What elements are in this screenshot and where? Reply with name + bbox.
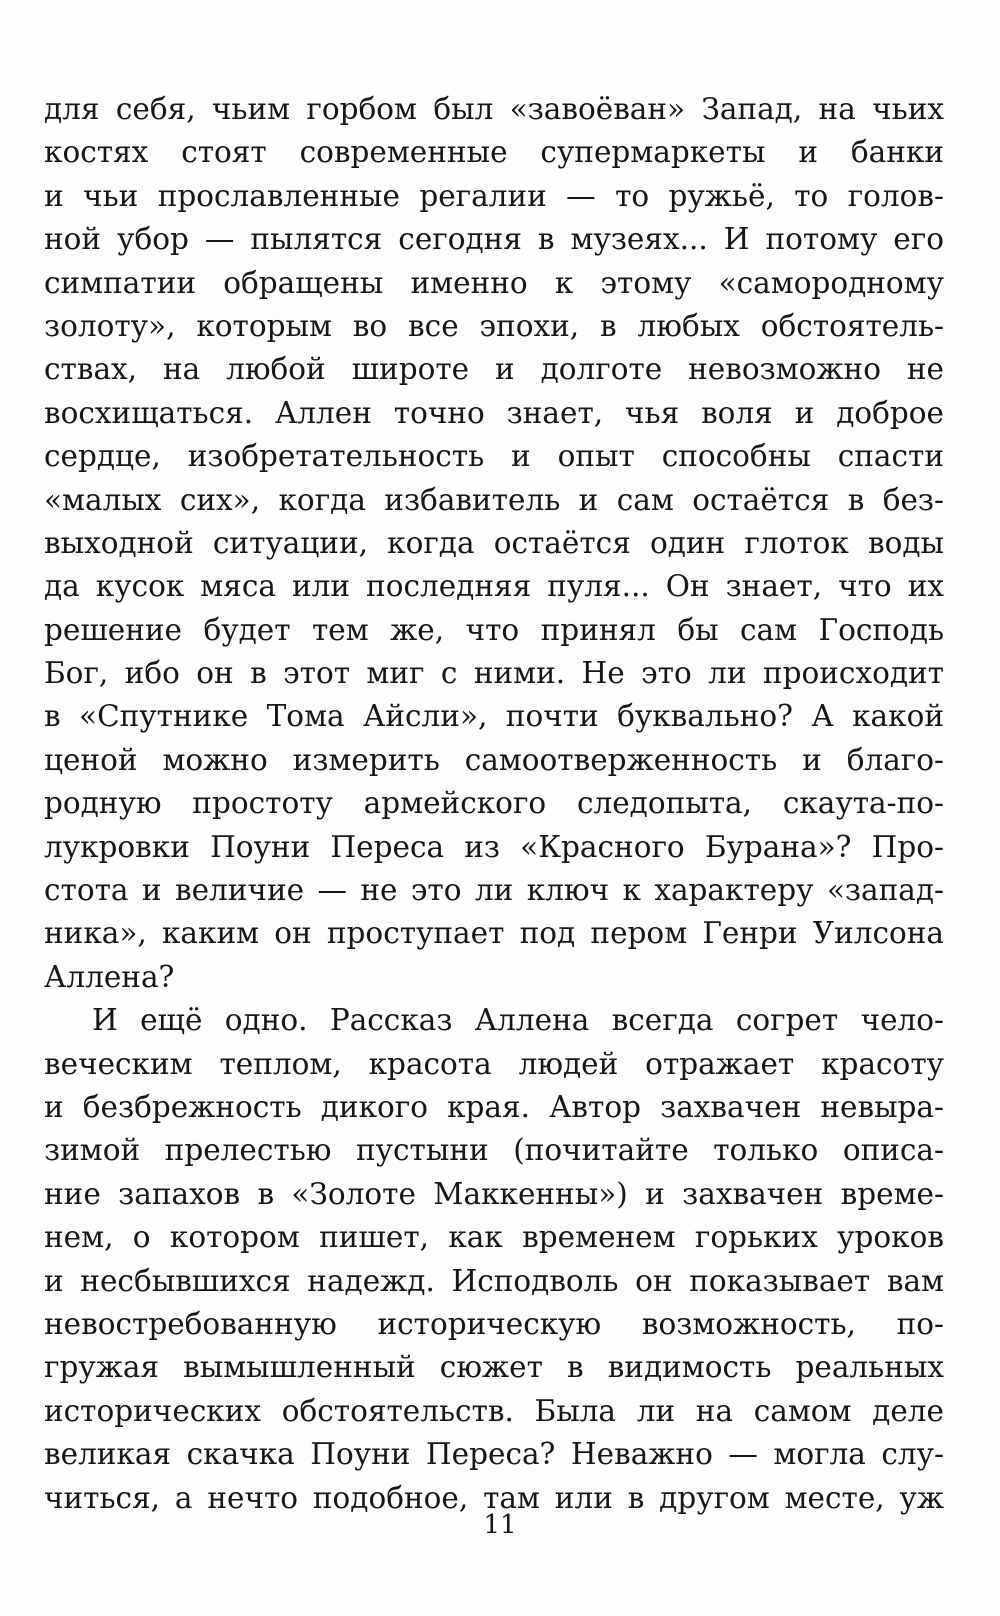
text-line: великая скачка Поуни Переса? Неважно — могла слу-: [44, 1437, 944, 1472]
text-line: восхищаться. Аллен точно знает, чья воля и доброе: [44, 395, 944, 430]
text-line: лукровки Поуни Переса из «Красного Бурана»? Про-: [44, 829, 944, 864]
text-line: зимой прелестью пустыни (почитайте только описа-: [44, 1133, 944, 1168]
text-line: золоту», которым во все эпохи, в любых обстоятель-: [44, 308, 944, 343]
text-line: для себя, чьим горбом был «завоёван» Запад, на чьих: [44, 92, 944, 126]
body-text: [44, 88, 944, 1520]
text-line: читься, а нечто подобное, там или в другом месте, уж: [44, 1480, 944, 1515]
text-line: сердце, изобретательность и опыт способны спасти: [44, 439, 944, 474]
paragraph-2: [44, 999, 944, 1520]
text-line: и чьи прославленные регалии — то ружьё, то голов-: [44, 178, 944, 213]
text-line: выходной ситуации, когда остаётся один глоток воды: [44, 525, 944, 560]
text-line: гружая вымышленный сюжет в видимость реальных: [44, 1350, 944, 1385]
text-line: Бог, ибо он в этот миг с ними. Не это ли происходит: [44, 656, 944, 691]
text-line: стота и величие — не это ли ключ к характеру «запад-: [44, 873, 944, 908]
text-line: нем, о котором пишет, как временем горьких уроков: [44, 1220, 944, 1255]
text-line: родную простоту армейского следопыта, скаута-по-: [44, 786, 944, 821]
page-number: 11: [483, 1510, 517, 1540]
text-line: Аллена?: [44, 959, 175, 994]
text-line: ствах, на любой широте и долготе невозможно не: [44, 352, 944, 387]
text-line: невостребованную историческую возможность, по-: [44, 1306, 944, 1341]
text-line: ние запахов в «Золоте Маккенны») и захвачен време-: [44, 1176, 944, 1211]
text-line: ника», каким он проступает под пером Генри Уилсона: [44, 916, 944, 951]
text-line: в «Спутнике Тома Айсли», почти буквально? А какой: [44, 699, 944, 734]
text-line: И ещё одно. Рассказ Аллена всегда согрет чело-: [92, 1003, 944, 1038]
text-line: ценой можно измерить самоотверженность и благо-: [44, 742, 944, 777]
text-line: симпатии обращены именно к этому «самородному: [44, 265, 944, 300]
text-line: решение будет тем же, что принял бы сам Господь: [44, 612, 944, 647]
text-line: костях стоят современные супермаркеты и банки: [44, 135, 944, 170]
text-line: и безбрежность дикого края. Автор захвачен невыра-: [44, 1089, 944, 1124]
text-line: ной убор — пылятся сегодня в музеях... И потому его: [44, 222, 944, 257]
text-line: да кусок мяса или последняя пуля... Он знает, что их: [44, 569, 944, 604]
text-line: веческим теплом, красота людей отражает красоту: [44, 1046, 944, 1081]
text-line: исторических обстоятельств. Была ли на самом деле: [44, 1393, 944, 1428]
text-line: и несбывшихся надежд. Исподволь он показывает вам: [44, 1263, 944, 1298]
paragraph-1: [44, 88, 944, 999]
text-line: «малых сих», когда избавитель и сам остаётся в без-: [44, 482, 944, 517]
